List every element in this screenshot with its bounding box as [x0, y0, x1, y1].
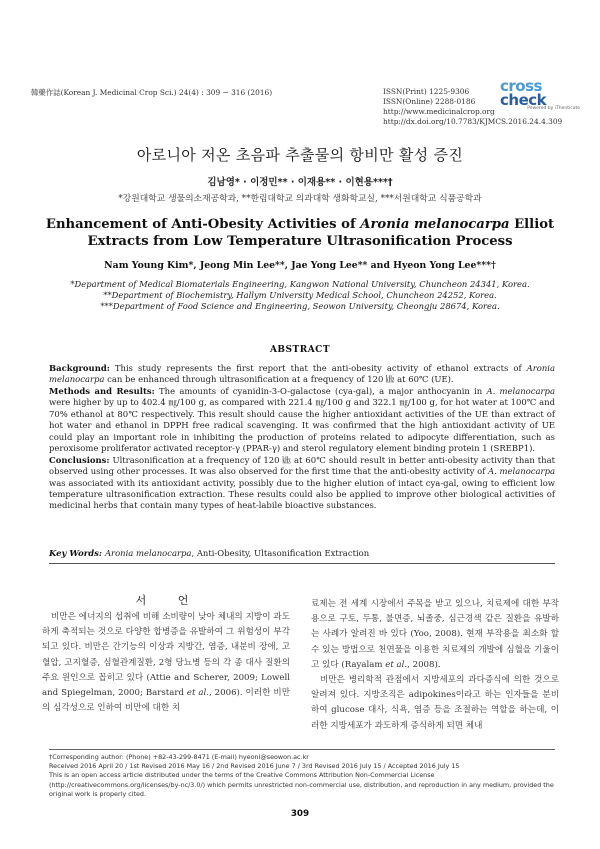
intro-column-right	[311, 597, 559, 734]
journal-url-link[interactable]: http://www.medicinalcrop.org	[383, 107, 495, 116]
english-title-line2: Extracts from Low Temperature Ultrasonification Process	[87, 234, 513, 249]
footnote-rule	[49, 749, 555, 750]
abstract-conclusions: Conclusions: Ultrasonification at a frequency of 120 ㎑ at 60℃ should result in better anti-obesity activity than that observed using other processes. It was also observed for the first time that the anti-obesity activity of A. melanocarpa was associated with its antioxidant activity, possibly due to the higher elution of intact cya-gal, owing to efficient low temperature ultrasonification extraction. These results could also be applied to improve other biological activities of medicinal herbs that contain many types of heat-labile bioactive substances.	[49, 454, 555, 511]
affiliation-3: ***Department of Food Science and Engineering, Seowon University, Cheongju 28674, Korea.	[100, 301, 500, 312]
doi-link[interactable]: http://dx.doi.org/10.7783/KJMCS.2016.24.4.309	[383, 117, 563, 126]
abstract-body	[49, 363, 555, 512]
issn-print: ISSN(Print) 1225-9306	[383, 87, 470, 96]
abstract-heading: ABSTRACT	[269, 345, 331, 355]
affiliation-2: **Department of Biochemistry, Hallym University Medical School, Chuncheon 24252, Korea.	[103, 290, 497, 301]
korean-title: 아로니아 저온 초음파 추출물의 항비만 활성 증진	[136, 146, 464, 164]
intro-paragraph: 료제는 전 세계 시장에서 주목을 받고 있으나, 치료제에 대한 부작용으로 구토, 두통, 불면증, 뇌졸중, 심근경색 같은 질환을 유발하는 사례가 알려진 바 있다 (Yoo, 2008). 현재 부작용을 최소화 할 수 있는 방법으로 천연물을 이용한 치료제의 개발에 심혈을 기울이고 있다 (Rayalam et al., 2008).	[311, 599, 559, 670]
section-divider	[49, 563, 555, 564]
affiliation-1: *Department of Medical Biomaterials Engineering, Kangwon National University, Chuncheon 24341, Korea.	[70, 279, 530, 289]
korean-affiliations: *강원대학교 생물의소재공학과, **한림대학교 의과대학 생화학교실, ***서원대학교 식품공학과	[118, 194, 482, 204]
english-authors: Nam Young Kim*, Jeong Min Lee**, Jae Yong Lee** and Hyeon Yong Lee***†	[104, 260, 496, 271]
keywords: Key Words: Aronia melanocarpa, Anti-Obesity, Ultasonification Extraction	[49, 548, 370, 558]
intro-paragraph: 비만은 병리학적 관점에서 지방세포의 과다증식에 의한 것으로 알려져 있다. 지방조직은 adipokines이라고 하는 인자들을 분비하여 glucose 대사, 식욕, 염증 등을 조절하는 역할을 하는데, 이러한 지방세포가 과도하게 증식하게 되면 체내	[311, 675, 559, 731]
license-text: This is an open access article distributed under the terms of the Creative Commons Attribution Non-Commercial License (http://creativecommons.org/licenses/by-nc/3.0/) which permits unrestricted non-commercial use, distribution, and reproduction in any medium, provided the original work is properly cited.	[49, 771, 554, 798]
footnote	[49, 753, 555, 799]
journal-reference: 韓藥作誌(Korean J. Medicinal Crop Sci.) 24(4) : 309 − 316 (2016)	[31, 88, 273, 97]
intro-paragraph: 비만은 에너지의 섭취에 비해 소비량이 낮아 체내의 지방이 과도하게 축적되는 것으로 다양한 합병증을 유발하여 그 위험성이 부각되고 있다. 비만은 간기능의 이상과 지방간, 염증, 내분비 장애, 고혈압, 고지혈증, 심혈관계질환, 2형 당뇨병 등의 각 종 대사 질환의 주요 원인으로 꼽히고 있다 (Attie and Scherer, 2009; Lowell and Spiegelman, 2000; Barstard et al., 2006). 이러한 비만의 심각성으로 인하여 비만에 대한 치	[42, 612, 290, 714]
english-title	[0, 216, 600, 250]
intro-heading: 서 언	[135, 594, 203, 607]
crosscheck-logo-line2: check	[500, 91, 547, 109]
crosscheck-logo-sub: Powered by iThenticate	[527, 106, 580, 111]
received-dates: Received 2016 April 20 / 1st Revised 2016 May 16 / 2nd Revised 2016 June 7 / 3rd Revised 2016 July 15 / Accepted 2016 July 15	[49, 762, 460, 771]
issn-online: ISSN(Online) 2288-0186	[383, 97, 476, 106]
english-title-line1: Enhancement of Anti-Obesity Activities of Aronia melanocarpa Elliot	[45, 217, 555, 232]
abstract-background: Background: This study represents the first report that the anti-obesity activity of ethanol extracts of Aronia melanocarpa can be enhanced through ultrasonification at a frequency of 120 ㎑ at 60℃ (UE).	[49, 363, 555, 385]
crosscheck-logo	[500, 79, 580, 113]
abstract-methods: Methods and Results: The amounts of cyanidin-3-O-galactose (cya-gal), a major anthocyanin in A. melanocarpa were higher by up to 402.4 ㎎/100 g, as compared with 221.4 ㎎/100 g and 322.1 ㎎/100 g, for hot water at 100℃ and 70% ethanol at 80℃ respectively. This result should cause the higher antioxidant activities of the UE than extract of hot water and ethanol in DPPH free radical scavenging. It was confirmed that the high antioxidant activity of UE could play an important role in inhibiting the production of proteins related to adipocyte differentiation, such as peroxisome proliferator activated receptor-γ (PPAR-γ) and sterol regulatory element binding protein 1 (SREBP1).	[49, 385, 555, 454]
intro-column-left	[42, 610, 290, 716]
corresponding-author: †Corresponding author: (Phone) +82-43-299-8471 (E-mail) hyeonl@seowon.ac.kr	[49, 753, 309, 761]
korean-authors: 김남영* · 이정민** · 이재용** · 이현용***†	[207, 177, 393, 188]
english-affiliations	[0, 279, 600, 313]
page-number: 309	[290, 809, 310, 819]
crosscheck-logo-line1: cross	[500, 77, 542, 95]
